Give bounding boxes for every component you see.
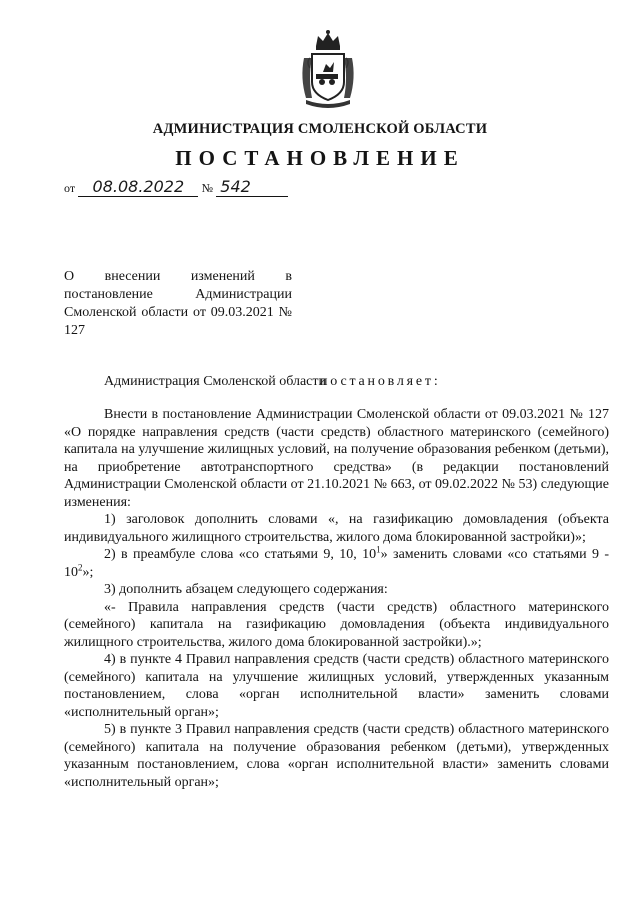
organization-name: АДМИНИСТРАЦИЯ СМОЛЕНСКОЙ ОБЛАСТИ <box>152 121 488 137</box>
document-number: 542 <box>216 178 288 197</box>
number-prefix: № <box>201 181 214 195</box>
item-2-text-c: »; <box>82 564 94 580</box>
body-intro: Внести в постановление Администрации Смоленской области от 09.03.2021 № 127 «О порядке направления средств (части средств) областного материнского (семейного) капитала на улучшение жилищных условий, на получение образования ребенком (детьми), на приобретение автотранспортного средства» (в редакции постановлений Администрации Смоленской области от 21.10.2021 № 663, от 09.02.2022 № 53) следующие изменения: <box>64 407 609 510</box>
document-body <box>64 406 609 791</box>
item-2-superscript-2: 2 <box>78 561 83 572</box>
decree-lead: Администрация Смоленской области <box>104 374 327 389</box>
document-subject: О внесении изменений в постановление Администрации Смоленской области от 09.03.2021 № 127 <box>64 269 292 338</box>
item-4: 4) в пункте 4 Правил направления средств (части средств) областного материнского (семейного) капитала на улучшение жилищных условий, утвержденных указанным постановлением, слова «орган исполнительной власти» заменить словами «исполнительный орган»; <box>64 652 609 720</box>
decree-verb: постановляет: <box>320 374 441 389</box>
item-5: 5) в пункте 3 Правил направления средств (части средств) областного материнского (семейного) капитала на получение образования ребенком (детьми), утвержденных указанным постановлением, слова «орган исполнительной власти» заменить словами «исполнительный орган»; <box>64 722 609 790</box>
item-2-text-a: 2) в преамбуле слова «со статьями 9, 10, 10 <box>104 547 377 562</box>
coat-of-arms-icon <box>296 28 360 108</box>
item-3: 3) дополнить абзацем следующего содержания: <box>104 582 388 597</box>
item-1: 1) заголовок дополнить словами «, на газификацию домовладения (объекта индивидуального жилищного строительства, жилого дома блокированной застройки)»; <box>64 512 609 545</box>
item-2 <box>64 546 609 581</box>
date-prefix: от <box>64 181 76 195</box>
item-2-text-b: » заменить словами «со статьями 9 - 10 <box>64 547 609 580</box>
document-type: ПОСТАНОВЛЕНИЕ <box>175 146 465 170</box>
date-number-line <box>64 178 288 197</box>
document-date: 08.08.2022 <box>78 178 198 197</box>
item-2-superscript-1: 1 <box>376 544 381 555</box>
item-3-quote: «- Правила направления средств (части средств) областного материнского (семейного) капитала на газификацию домовладения (объекта индивидуального жилищного строительства, жилого дома блокированной застройки).»; <box>64 599 609 650</box>
